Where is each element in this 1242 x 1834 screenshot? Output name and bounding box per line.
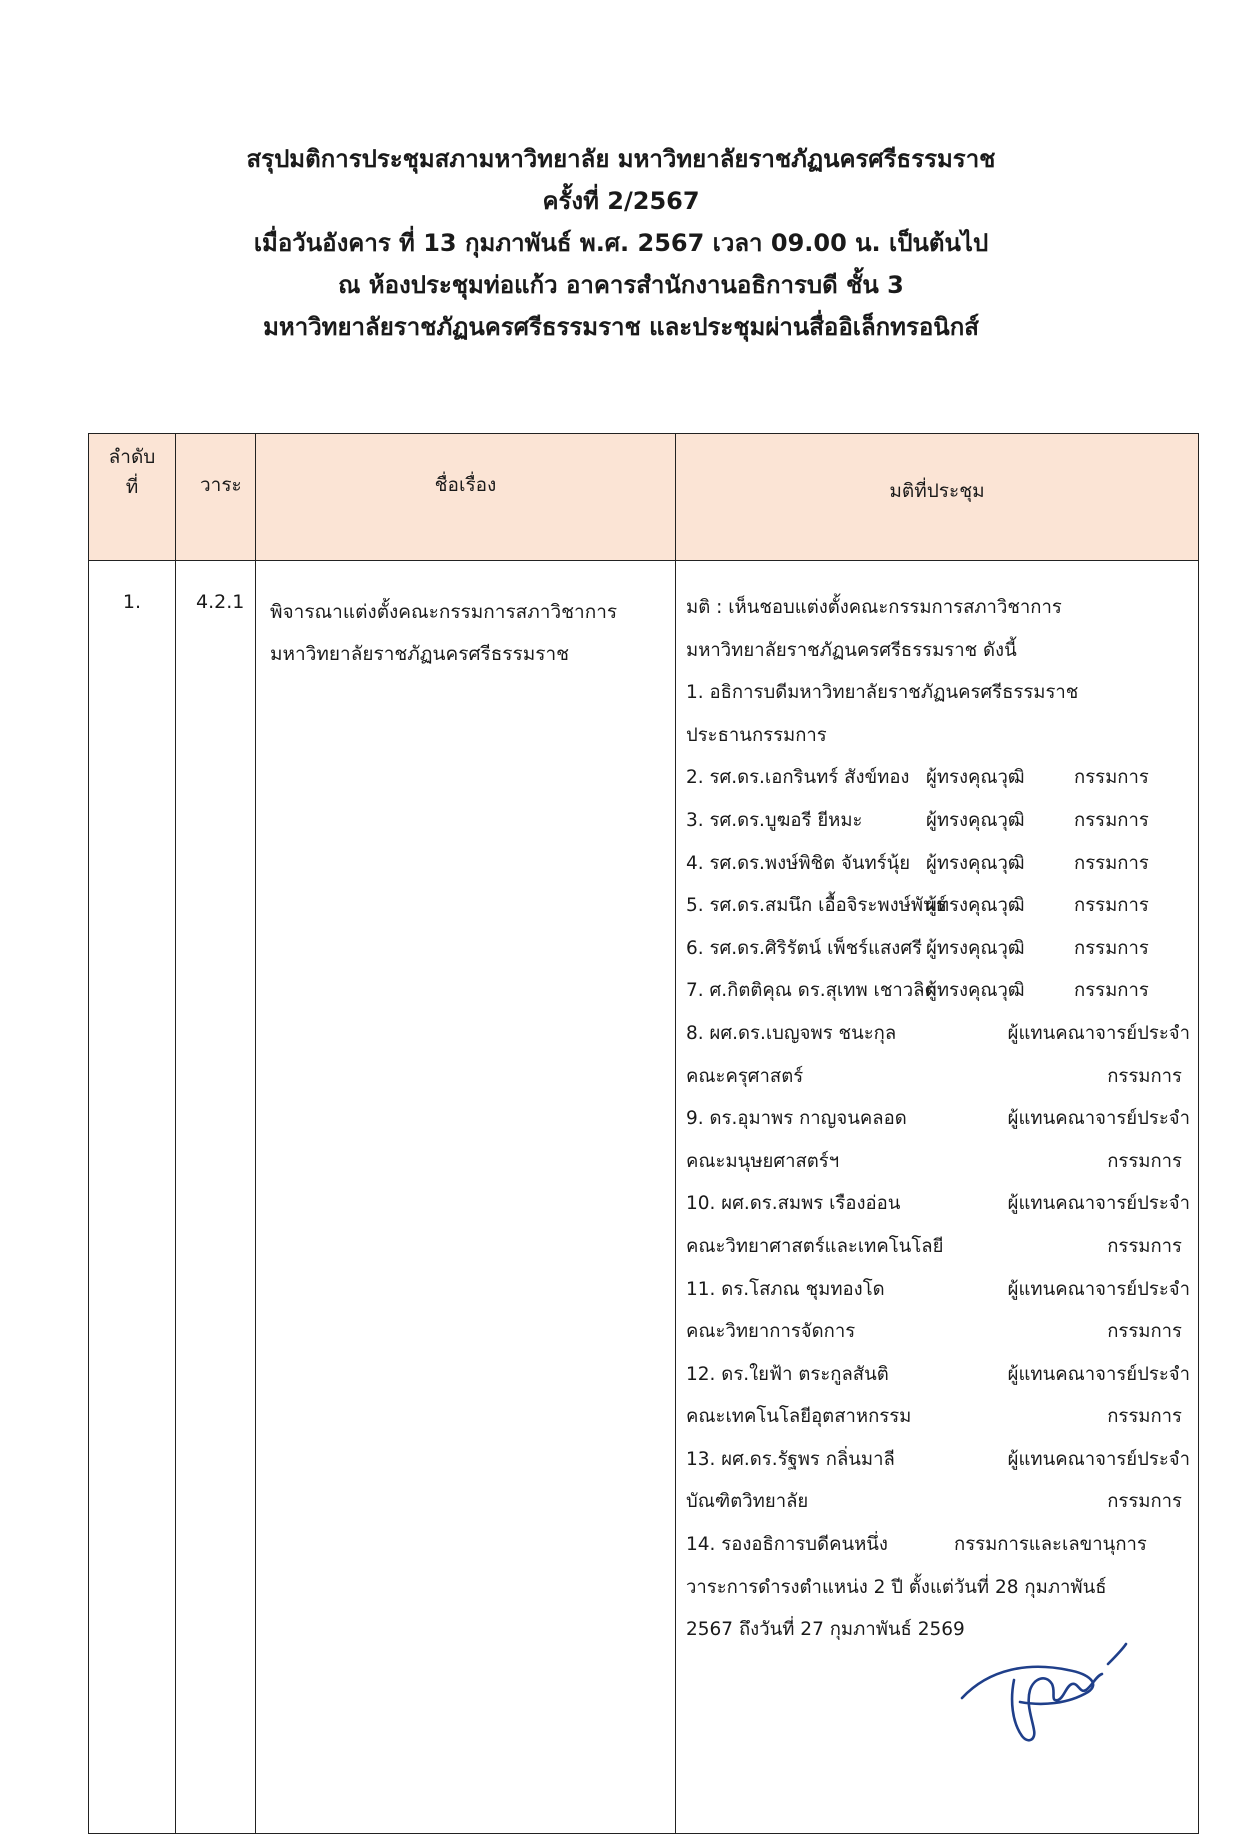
member-qualification: ผู้ทรงคุณวุฒิ xyxy=(926,852,1025,874)
rep-role: กรรมการ xyxy=(1107,1406,1182,1428)
rep-type: ผู้แทนคณาจารย์ประจำ xyxy=(1007,1363,1190,1385)
rep-role: กรรมการ xyxy=(1107,1150,1182,1172)
rep-row xyxy=(686,1439,1190,1482)
resolution-intro-2: มหาวิทยาลัยราชภัฏนครศรีธรรมราช ดังนี้ xyxy=(686,639,1017,661)
member-name: 6. รศ.ดร.ศิริรัตน์ เพ็ชร์แสงศรี xyxy=(686,937,923,959)
member-role: กรรมการ xyxy=(1074,809,1149,831)
member-row xyxy=(686,757,1190,800)
member-name: 4. รศ.ดร.พงษ์พิชิต จันทร์นุ้ย xyxy=(686,852,911,874)
cell-no: 1. xyxy=(89,561,176,1834)
rep-row xyxy=(686,1098,1190,1141)
column-header-title: ชื่อเรื่อง xyxy=(256,434,676,561)
member-role: กรรมการ xyxy=(1074,852,1149,874)
rep-row xyxy=(686,1354,1190,1397)
rep-faculty: คณะวิทยาศาสตร์และเทคโนโลยี xyxy=(686,1235,944,1257)
member-1-line-2: ประธานกรรมการ xyxy=(686,724,827,746)
term-line-1: วาระการดำรงตำแหน่ง 2 ปี ตั้งแต่วันที่ 28 กุมภาพันธ์ xyxy=(686,1576,1107,1598)
title-line-1: พิจารณาแต่งตั้งคณะกรรมการสภาวิชาการ xyxy=(270,601,618,623)
rep-faculty-row xyxy=(686,1481,1190,1524)
column-header-resolution: มติที่ประชุม xyxy=(676,434,1199,561)
member-1-line-1: 1. อธิการบดีมหาวิทยาลัยราชภัฏนครศรีธรรมราช xyxy=(686,682,1079,704)
member-row xyxy=(686,800,1190,843)
column-header-no xyxy=(89,434,176,561)
signature-stroke xyxy=(962,1644,1126,1740)
member-role: กรรมการ xyxy=(1074,980,1149,1002)
rep-faculty: คณะครุศาสตร์ xyxy=(686,1065,804,1087)
column-header-agenda: วาระ xyxy=(176,434,256,561)
handwritten-signature xyxy=(950,1640,1130,1750)
rep-row xyxy=(686,1013,1190,1056)
rep-role: กรรมการ xyxy=(1107,1235,1182,1257)
rep-type: ผู้แทนคณาจารย์ประจำ xyxy=(1007,1022,1190,1044)
rep-type: ผู้แทนคณาจารย์ประจำ xyxy=(1007,1193,1190,1215)
member-qualification: ผู้ทรงคุณวุฒิ xyxy=(926,895,1025,917)
rep-type: ผู้แทนคณาจารย์ประจำ xyxy=(1007,1448,1190,1470)
rep-row xyxy=(686,1183,1190,1226)
column-header-no-line2: ที่ xyxy=(125,476,139,498)
header-meeting-number: ครั้งที่ 2/2567 xyxy=(542,187,700,215)
rep-role: กรรมการ xyxy=(1107,1065,1182,1087)
rep-row xyxy=(686,1269,1190,1312)
rep-name: 12. ดร.ใยฟ้า ตระกูลสันติ xyxy=(686,1363,889,1385)
cell-agenda: 4.2.1 xyxy=(176,561,256,1834)
member-name: 3. รศ.ดร.บูฆอรี ยีหมะ xyxy=(686,809,863,831)
member-qualification: ผู้ทรงคุณวุฒิ xyxy=(926,767,1025,789)
secretary-role: กรรมการและเลขานุการ xyxy=(954,1534,1147,1556)
rep-faculty: คณะวิทยาการจัดการ xyxy=(686,1321,856,1343)
title-line-2: มหาวิทยาลัยราชภัฏนครศรีธรรมราช xyxy=(270,643,570,665)
rep-faculty: บัณฑิตวิทยาลัย xyxy=(686,1491,809,1513)
rep-role: กรรมการ xyxy=(1107,1321,1182,1343)
term-line-2: 2567 ถึงวันที่ 27 กุมภาพันธ์ 2569 xyxy=(686,1619,965,1641)
member-row xyxy=(686,843,1190,886)
member-name: 7. ศ.กิตติคุณ ดร.สุเทพ เชาวลิต xyxy=(686,980,937,1002)
rep-name: 13. ผศ.ดร.รัฐพร กลิ่นมาลี xyxy=(686,1448,895,1470)
rep-faculty-row xyxy=(686,1226,1190,1269)
member-role: กรรมการ xyxy=(1074,767,1149,789)
rep-faculty-row xyxy=(686,1056,1190,1099)
column-header-no-line1: ลำดับ xyxy=(108,446,156,468)
document-header xyxy=(0,138,1242,348)
rep-name: 10. ผศ.ดร.สมพร เรืองอ่อน xyxy=(686,1193,901,1215)
rep-name: 8. ผศ.ดร.เบญจพร ชนะกุล xyxy=(686,1022,897,1044)
rep-faculty: คณะมนุษยศาสตร์ฯ xyxy=(686,1150,840,1172)
member-row xyxy=(686,928,1190,971)
cell-title xyxy=(256,561,676,1834)
rep-name: 9. ดร.อุมาพร กาญจนคลอด xyxy=(686,1108,907,1130)
header-venue: ณ ห้องประชุมท่อแก้ว อาคารสำนักงานอธิการบดี ชั้น 3 xyxy=(338,271,904,299)
table-header-row xyxy=(89,434,1199,561)
member-qualification: ผู้ทรงคุณวุฒิ xyxy=(926,937,1025,959)
member-name: 5. รศ.ดร.สมนึก เอื้อจิระพงษ์พันธ์ xyxy=(686,895,947,917)
rep-faculty-row xyxy=(686,1311,1190,1354)
member-row xyxy=(686,885,1190,928)
rep-name: 11. ดร.โสภณ ชุมทองโด xyxy=(686,1278,885,1300)
member-row xyxy=(686,970,1190,1013)
resolution-table xyxy=(88,433,1199,1834)
header-title: สรุปมติการประชุมสภามหาวิทยาลัย มหาวิทยาลัยราชภัฏนครศรีธรรมราช xyxy=(246,145,996,173)
header-university: มหาวิทยาลัยราชภัฏนครศรีธรรมราช และประชุมผ่านสื่ออิเล็กทรอนิกส์ xyxy=(263,313,979,341)
member-name: 2. รศ.ดร.เอกรินทร์ สังข์ทอง xyxy=(686,767,910,789)
rep-type: ผู้แทนคณาจารย์ประจำ xyxy=(1007,1108,1190,1130)
member-qualification: ผู้ทรงคุณวุฒิ xyxy=(926,980,1025,1002)
secretary-row xyxy=(686,1524,1190,1567)
header-date-time: เมื่อวันอังคาร ที่ 13 กุมภาพันธ์ พ.ศ. 2567 เวลา 09.00 น. เป็นต้นไป xyxy=(253,229,989,257)
secretary-name: 14. รองอธิการบดีคนหนึ่ง xyxy=(686,1534,888,1556)
resolution-intro-1: มติ : เห็นชอบแต่งตั้งคณะกรรมการสภาวิชาการ xyxy=(686,597,1062,618)
rep-type: ผู้แทนคณาจารย์ประจำ xyxy=(1007,1278,1190,1300)
rep-role: กรรมการ xyxy=(1107,1491,1182,1513)
rep-faculty: คณะเทคโนโลยีอุตสาหกรรม xyxy=(686,1406,912,1428)
member-role: กรรมการ xyxy=(1074,937,1149,959)
rep-faculty-row xyxy=(686,1141,1190,1184)
member-role: กรรมการ xyxy=(1074,895,1149,917)
rep-faculty-row xyxy=(686,1396,1190,1439)
member-qualification: ผู้ทรงคุณวุฒิ xyxy=(926,809,1025,831)
